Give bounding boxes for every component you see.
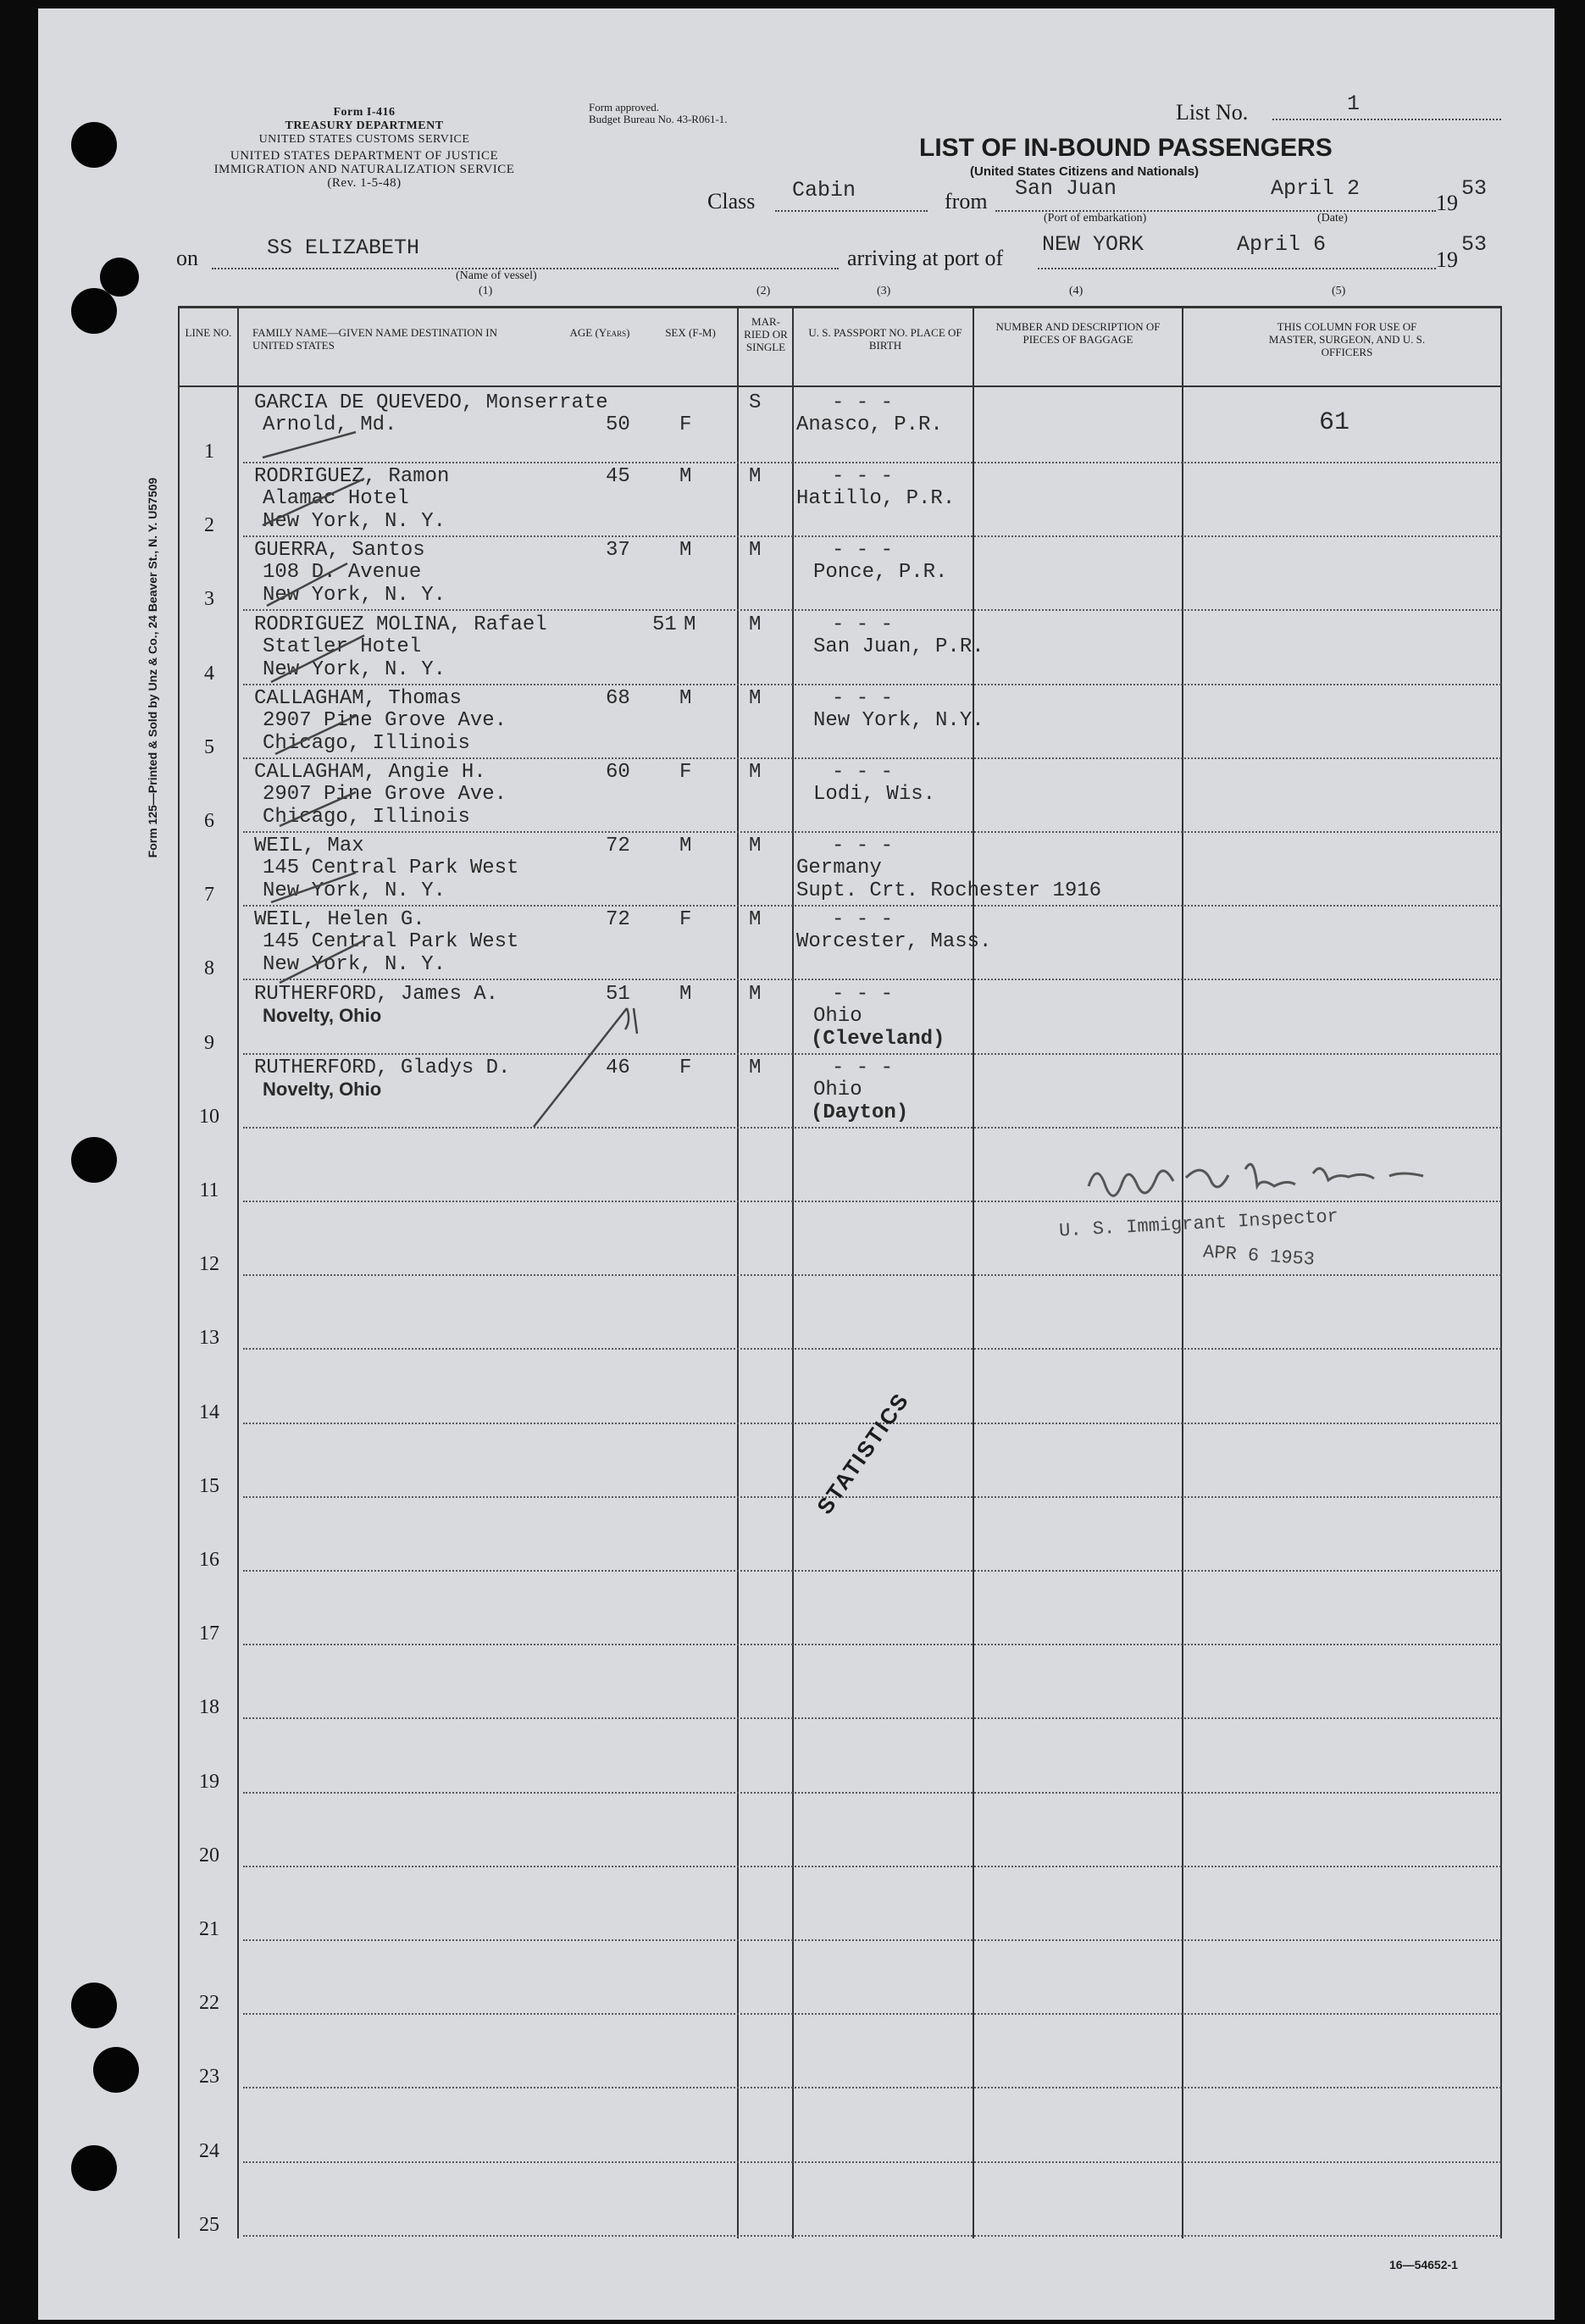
year-arrival: 53 <box>1461 232 1488 257</box>
arrival-port: NEW YORK <box>1042 232 1144 257</box>
marital-status: M <box>749 908 762 932</box>
line-number: 10 <box>199 1105 219 1128</box>
form-header-left <box>216 106 513 147</box>
from-value: San Juan <box>1015 176 1117 201</box>
line-number: 4 <box>204 662 214 685</box>
customs-label: UNITED STATES CUSTOMS SERVICE <box>258 133 470 146</box>
passport-no: - - - <box>832 686 894 710</box>
passenger-name: RUTHERFORD, James A. <box>254 982 499 1006</box>
binder-hole <box>71 2145 117 2191</box>
place-of-birth-detail: (Cleveland) <box>811 1027 945 1051</box>
sex: M <box>679 835 692 858</box>
statistics-stamp: STATISTICS <box>812 1387 914 1519</box>
year-prefix-1: 19 <box>1436 191 1458 215</box>
line-number: 19 <box>199 1770 219 1793</box>
place-of-birth: New York, N.Y. <box>813 708 984 732</box>
arrival-date: April 6 <box>1237 232 1327 257</box>
destination-line-2: New York, N. Y. <box>263 953 446 977</box>
passenger-name: RODRIGUEZ, Ramon <box>254 465 450 489</box>
arrival-dots <box>1038 268 1436 269</box>
line-number: 24 <box>199 2139 219 2162</box>
table-row-empty <box>180 1572 1501 1645</box>
table-top-rule <box>178 306 1502 308</box>
passport-no: - - - <box>832 982 894 1006</box>
year-prefix-2: 19 <box>1436 247 1458 272</box>
sex: F <box>679 1056 692 1079</box>
arriving-label: arriving at port of <box>847 246 1004 270</box>
page-subtitle: (United States Citizens and Nationals) <box>970 164 1200 179</box>
destination-line-2: New York, N. Y. <box>263 510 446 534</box>
passport-no: - - - <box>832 613 894 636</box>
inspector-signature <box>1084 1152 1449 1212</box>
date-embark: April 2 <box>1271 176 1361 201</box>
line-number: 13 <box>199 1327 219 1350</box>
age: 60 <box>606 761 630 784</box>
destination-line-1: 2907 Pine Grove Ave. <box>263 708 507 732</box>
sex: F <box>679 761 692 784</box>
line-number: 17 <box>199 1622 219 1645</box>
table-row-empty <box>180 2089 1501 2163</box>
table-row-empty <box>180 1720 1501 1794</box>
marital-status: M <box>749 613 762 636</box>
age: 45 <box>606 465 630 489</box>
age: 72 <box>606 835 630 858</box>
destination-line-1: 2907 Pine Grove Ave. <box>263 783 507 806</box>
place-of-birth-detail: Supt. Crt. Rochester 1916 <box>796 879 1102 903</box>
vessel-caption: (Name of vessel) <box>456 269 537 282</box>
age: 50 <box>606 413 630 436</box>
list-no-label: List No. <box>1176 100 1249 125</box>
line-number: 14 <box>199 1401 219 1423</box>
line-number: 8 <box>204 957 214 980</box>
passport-no: - - - <box>832 761 894 784</box>
destination-line-1: 108 D. Avenue <box>263 561 422 585</box>
treasury-label: TREASURY DEPARTMENT <box>285 119 444 132</box>
approved-label: Form approved. <box>589 101 660 114</box>
passenger-name: CALLAGHAM, Thomas <box>254 686 462 710</box>
officer-note: 61 <box>1319 408 1350 437</box>
class-label: Class <box>707 189 756 214</box>
vessel-name: SS ELIZABETH <box>267 236 420 260</box>
col-header-name: FAMILY NAME—GIVEN NAME DESTINATION IN UNITED STATES <box>252 326 498 352</box>
side-printer-mark: Form 125—Printed & Sold by Unz & Co., 24 Beaver St., N. Y. U57509 <box>146 477 159 858</box>
ins-label: IMMIGRATION AND NATURALIZATION SERVICE <box>213 163 515 176</box>
passenger-name: GUERRA, Santos <box>254 539 425 563</box>
passport-no: - - - <box>832 539 894 563</box>
place-of-birth: Ponce, P.R. <box>813 561 948 585</box>
age: 68 <box>606 686 630 710</box>
year-embark: 53 <box>1461 176 1488 201</box>
destination-line-1: Statler Hotel <box>263 635 422 658</box>
rev-label: (Rev. 1-5-48) <box>327 176 402 190</box>
binder-hole <box>71 1983 117 2028</box>
line-number: 6 <box>204 810 214 832</box>
inspector-date: APR 6 1953 <box>1202 1241 1316 1271</box>
place-of-birth: Hatillo, P.R. <box>796 487 956 511</box>
col-header-baggage: NUMBER AND DESCRIPTION OF PIECES OF BAGGAGE <box>995 320 1161 346</box>
col-num-3: (3) <box>877 285 891 297</box>
table-row-empty <box>180 2015 1501 2088</box>
age: 72 <box>606 908 630 932</box>
line-number: 5 <box>204 735 214 758</box>
table-row-empty <box>180 2163 1501 2237</box>
passport-no: - - - <box>832 835 894 858</box>
line-number: 15 <box>199 1474 219 1497</box>
sex: F <box>679 908 692 932</box>
sex: M <box>679 686 692 710</box>
passenger-name: GARCIA DE QUEVEDO, Monserrate <box>254 391 608 414</box>
col-num-5: (5) <box>1332 285 1346 297</box>
line-number: 11 <box>199 1179 219 1201</box>
destination-line-2: New York, N. Y. <box>263 584 446 607</box>
marital-status: M <box>749 539 762 563</box>
destination-line-1: Arnold, Md. <box>263 413 397 436</box>
budget-label: Budget Bureau No. 43-R061-1. <box>589 113 728 125</box>
on-label: on <box>176 246 198 270</box>
col-header-age: AGE (Years) <box>569 326 630 339</box>
line-number: 21 <box>199 1918 219 1940</box>
port-embark-caption: (Port of embarkation) <box>1044 212 1147 225</box>
place-of-birth: Ohio <box>813 1078 862 1101</box>
destination-line-2: Chicago, Illinois <box>263 806 470 829</box>
destination-line-1: 145 Central Park West <box>263 930 519 954</box>
form-approved <box>589 102 801 125</box>
age: 37 <box>606 539 630 563</box>
destination-line-1: Alamac Hotel <box>263 487 409 511</box>
line-number: 9 <box>204 1031 214 1054</box>
line-number: 7 <box>204 884 214 907</box>
class-dots <box>775 210 928 212</box>
passenger-name: RUTHERFORD, Gladys D. <box>254 1056 511 1079</box>
place-of-birth: San Juan, P.R. <box>813 635 984 658</box>
col-num-2: (2) <box>756 285 771 297</box>
footer-code: 16—54652-1 <box>1389 2258 1458 2271</box>
list-no-dots <box>1272 119 1501 120</box>
row-rule <box>243 2235 1501 2237</box>
col-num-1: (1) <box>479 285 493 297</box>
page-title: LIST OF IN-BOUND PASSENGERS <box>919 134 1333 162</box>
line-number: 23 <box>199 2066 219 2088</box>
table-row-empty <box>180 1794 1501 1867</box>
justice-header <box>174 149 555 190</box>
binder-hole <box>71 288 117 334</box>
binder-hole <box>93 2047 139 2093</box>
destination-line-1: Novelty, Ohio <box>263 1004 382 1026</box>
justice-label: UNITED STATES DEPARTMENT OF JUSTICE <box>230 149 499 163</box>
marital-status: M <box>749 465 762 489</box>
table-row-empty <box>180 1498 1501 1572</box>
line-number: 25 <box>199 2213 219 2236</box>
age: 51 <box>606 982 630 1006</box>
table-row-empty <box>180 1941 1501 2015</box>
sex: M <box>679 465 692 489</box>
pencil-check-marks <box>254 398 678 1144</box>
table-header-rule <box>178 385 1502 387</box>
sex: M <box>684 613 696 636</box>
binder-hole <box>71 1137 117 1183</box>
place-of-birth: Germany <box>796 857 882 880</box>
line-number: 2 <box>204 514 214 537</box>
line-number: 22 <box>199 1992 219 2015</box>
place-of-birth-detail: (Dayton) <box>811 1101 909 1124</box>
line-number: 18 <box>199 1696 219 1719</box>
table-row-empty <box>180 1645 1501 1719</box>
line-number: 1 <box>204 441 214 463</box>
table-row-empty <box>180 1276 1501 1350</box>
destination-line-1: Novelty, Ohio <box>263 1078 382 1100</box>
table-row-empty <box>180 1867 1501 1941</box>
marital-status: M <box>749 835 762 858</box>
line-number: 20 <box>199 1844 219 1866</box>
marital-status: M <box>749 761 762 784</box>
from-label: from <box>945 189 988 214</box>
sex: M <box>679 982 692 1006</box>
col-header-line-no: LINE NO. <box>185 326 232 339</box>
passenger-name: RODRIGUEZ MOLINA, Rafael <box>254 613 547 636</box>
passport-no: - - - <box>832 908 894 932</box>
sex: M <box>679 539 692 563</box>
passport-no: - - - <box>832 391 894 414</box>
col-header-sex: SEX (F-M) <box>665 326 716 339</box>
marital-status: M <box>749 686 762 710</box>
place-of-birth: Worcester, Mass. <box>796 930 992 954</box>
destination-line-2: New York, N. Y. <box>263 657 446 681</box>
age: 51 <box>652 613 677 636</box>
sex: F <box>679 413 692 436</box>
place-of-birth: Ohio <box>813 1004 862 1028</box>
passenger-name: WEIL, Max <box>254 835 364 858</box>
marital-status: S <box>749 391 762 414</box>
place-of-birth: Anasco, P.R. <box>796 413 943 436</box>
destination-line-1: 145 Central Park West <box>263 857 519 880</box>
list-no-value: 1 <box>1347 92 1361 116</box>
passport-no: - - - <box>832 465 894 489</box>
inspector-title: U. S. Immigrant Inspector <box>1058 1206 1339 1242</box>
marital-status: M <box>749 982 762 1006</box>
destination-line-2: Chicago, Illinois <box>263 731 470 755</box>
line-number: 12 <box>199 1253 219 1276</box>
form-number: Form I-416 <box>333 106 396 119</box>
passenger-name: CALLAGHAM, Angie H. <box>254 761 486 784</box>
passenger-name: WEIL, Helen G. <box>254 908 425 932</box>
age: 46 <box>606 1056 630 1079</box>
date-caption: (Date) <box>1317 212 1348 225</box>
table-row-empty <box>180 1351 1501 1424</box>
place-of-birth: Lodi, Wis. <box>813 783 936 806</box>
binder-hole <box>71 122 117 168</box>
marital-status: M <box>749 1056 762 1079</box>
col-header-officers: THIS COLUMN FOR USE OF MASTER, SURGEON, AND U. S. OFFICERS <box>1268 320 1426 358</box>
line-number: 16 <box>199 1549 219 1571</box>
class-value: Cabin <box>792 178 856 202</box>
line-number: 3 <box>204 588 214 611</box>
destination-line-2: New York, N. Y. <box>263 879 446 903</box>
passport-no: - - - <box>832 1056 894 1079</box>
col-header-passport: U. S. PASSPORT NO. PLACE OF BIRTH <box>808 326 962 352</box>
col-header-married: MAR- RIED OR SINGLE <box>744 315 788 353</box>
col-num-4: (4) <box>1069 285 1083 297</box>
